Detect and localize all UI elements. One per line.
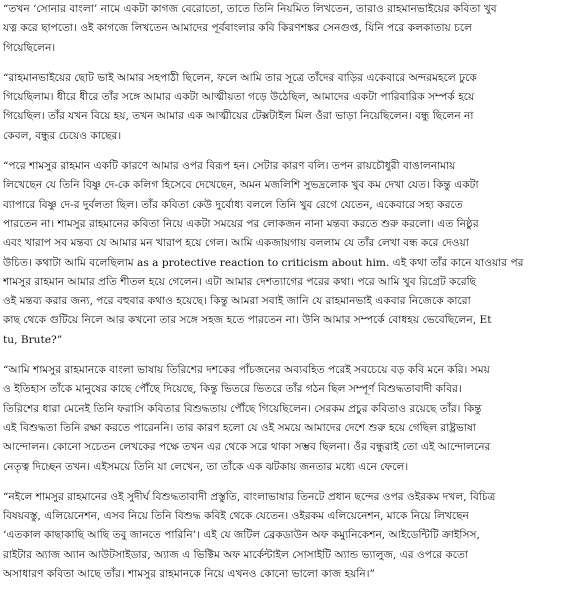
text-line: এবং খারাপ সব মন্তব্য যে আমার মন খারাপ হয়ে গেল। আমি একজায়গায় বললাম যে তাঁর লেখা বন্ধ করে দেওয়া xyxy=(3,237,469,250)
text-line: এই বিশুদ্ধতা তিনি রক্ষা করতে পারেননি। তার কারণ হলো যে ওই সময়ে আমাদের দেশে শুরু হয়ে গেছিল রাষ্ট্রভাষা xyxy=(3,421,476,434)
text-line: উচিত। কথাটা আমি বলেছিলাম as a protective reaction to criticism about him. এই কথা তাঁর কানে যাওয়ার পর xyxy=(3,256,524,269)
text-line: গিয়েছিল। তাঁর যখন বিয়ে হয়, তখন আমার এক আত্মীয়ের টেক্সটাইল মিল ওঁরা ভাড়া নিয়েছিলেন। বন্ধু ছিলেন না xyxy=(3,110,474,123)
text-line: “পরে শামসুর রাহমান একটি কারণে আমার ওপর বিরূপ হন। সেটার কারণ বলি। তপন রায়চৌধুরী বাঙালনামায় xyxy=(3,160,456,173)
text-line: কাছ থেকে গুটিয়ে নিলে আর কখনো তার সঙ্গে সহজ হতে পারতেন না। উনি আমার সম্পর্কে বোধহয় ভেবেছিলেন, Et xyxy=(3,314,492,327)
text-line: যত্ন করে ছাপতো। ওই কাগজে লিখতেন আমাদের পূর্ববাংলার কবি কিরণশঙ্কর সেনগুপ্ত, যিনি পরে কলকাতায় চলে xyxy=(3,22,473,35)
paragraph-4 xyxy=(3,361,578,477)
paragraph-gap xyxy=(3,146,578,157)
text-line: “তখন ‘সোনার বাংলা’ নামে একটা কাগজ বেরোতো, তাতে তিনি নিয়মিত লিখতেন, তারাও রাহমানভাইয়ের কবিতা খুব xyxy=(3,3,497,15)
text-line: ব্যাপারে বিষ্ণু দে-র দুর্বলতা ছিল। তাঁর কবিতা কেউ দুর্বোধ্য বললে তিনি খুব রেগে যেতেন, একেবারে সহ্য করতে xyxy=(3,198,463,211)
text-line: ওই মন্তব্য করার জন্য, পরে বহুবার কথাও হয়েছে। কিন্তু আমরা সবাই জানি যে রাহমানভাই একবার নিজেকে কারো xyxy=(3,295,471,308)
text-line: পারতেন না। শামসুর রাহমানের কবিতা নিয়ে একটা সময়ের পর লোকজন নানা মন্তব্য করতে শুরু করলো। এত নিষ্ঠুর xyxy=(3,217,479,230)
text-line: “আমি শামসুর রাহমানকে বাংলা ভাষায় তিরিশের দশকের পাঁচজনের অব্যবহিত পরেই সবচেয়ে বড় কবি মনে করি। সময় xyxy=(3,364,490,377)
text-line: “নইলে শামসুর রাহমানের ওই সুদীর্ঘ বিশুদ্ধতাবাদী প্রস্তুতি, বাংলাভাষার তিনটে প্রধান ছন্দের ওপর ওইরকম দখল, বিচিত্র xyxy=(3,490,496,503)
text-line: গিয়েছিলাম। ধীরে ধীরে তাঁর সঙ্গে আমার একটা আত্মীয়তা গড়ে উঠেছিল, আমাদের একটা পারিবারিক সম্পর্ক হয়ে xyxy=(3,91,475,104)
paragraph-3 xyxy=(3,157,578,350)
paragraph-gap xyxy=(3,477,578,488)
paragraph-container xyxy=(3,0,578,584)
text-line: “রাহমানভাইয়ের ছোট ভাই আমার সহপাঠী ছিলেন, ফলে আমি তার সূত্রে তাঁদের বাড়ির একেবারে অন্দরমহলে ঢুকে xyxy=(3,71,477,84)
text-line: গিয়েছিলেন। xyxy=(3,41,56,54)
paragraph-gap xyxy=(3,58,578,69)
text-line: অসাধারণ কবিতা আছে তাঁর। শামসুর রাহমানকে নিয়ে এখনও কোনো ভালো কাজ হয়নি।” xyxy=(3,568,375,581)
text-line: ‘এতকাল কাছাকাছি আছি তবু জানতে পারিনি’। এই যে জটিল ব্রেকডাউন অফ কম্যুনিকেশন, আইডেন্টিটি ক্রাইসিস, xyxy=(3,529,480,542)
paragraph-5 xyxy=(3,488,578,584)
text-line: কেবল, বন্ধুর চেয়েও কাছের। xyxy=(3,129,122,142)
paragraph-gap xyxy=(3,350,578,361)
text-line: রাইটার অ্যাজ অ্যান আউটসাইডার, অ্যাজ এ ভিক্টিম অফ মার্কেন্টাইল সোসাইটি অ্যান্ড ভ্যালুজ, এর ওপরে কতো xyxy=(3,548,469,561)
text-line: তিরিশের ধারা মেনেই তিনি ফরাসি কবিতার বিশুদ্ধতায় পৌঁছে গিয়েছিলেন। সেরকম প্রচুর কবিতাও রয়েছে তাঁর। কিন্তু xyxy=(3,402,482,415)
paragraph-2 xyxy=(3,69,578,146)
text-line: আন্দোলন। কোনো সচেতন লেখকের পক্ষে তখন এর থেকে সরে থাকা সম্ভব ছিলনা। ওঁর বন্ধুরাই তো এই আন্দোলনের xyxy=(3,441,491,454)
text-line: লিখেছেন যে তিনি বিষ্ণু দে-কে কলিগ হিসেবে দেখেছেন, অমন মজলিশি সুভদ্রলোক খুব কম দেখা যেত। কিন্তু একটা xyxy=(3,179,479,192)
text-line: শামসুর রাহমান আমার প্রতি শীতল হয়ে গেলেন। এটা আমার দেশত্যাগের পরের কথা। পরে আমি খুব রিগ্রেট করেছি xyxy=(3,275,477,288)
text-line: tu, Brute?” xyxy=(3,333,63,346)
text-line: নেতৃত্ব দিচ্ছেন তখন। এইসময়ে তিনি যা লেখেন, তা তাঁকে এক ঝটকায় জনতার মধ্যে এনে ফেলে। xyxy=(3,460,409,473)
paragraph-1 xyxy=(3,0,578,58)
text-line: ও ইতিহাস তাঁকে মানুষের কাছে পৌঁছে দিয়েছে, কিন্তু ভিতরে ভিতরে তাঁর গঠন ছিল সম্পূর্ণ বিশুদ্ধতাবাদী কবির। xyxy=(3,383,462,396)
text-line: বিষয়বস্তু, এলিয়েনেশন, এসব নিয়ে তিনি বিশুদ্ধ কবিই থেকে যেতেন। ওইরকম এলিয়েনেশন, মাকে নিয়ে লিখছেন xyxy=(3,510,469,523)
